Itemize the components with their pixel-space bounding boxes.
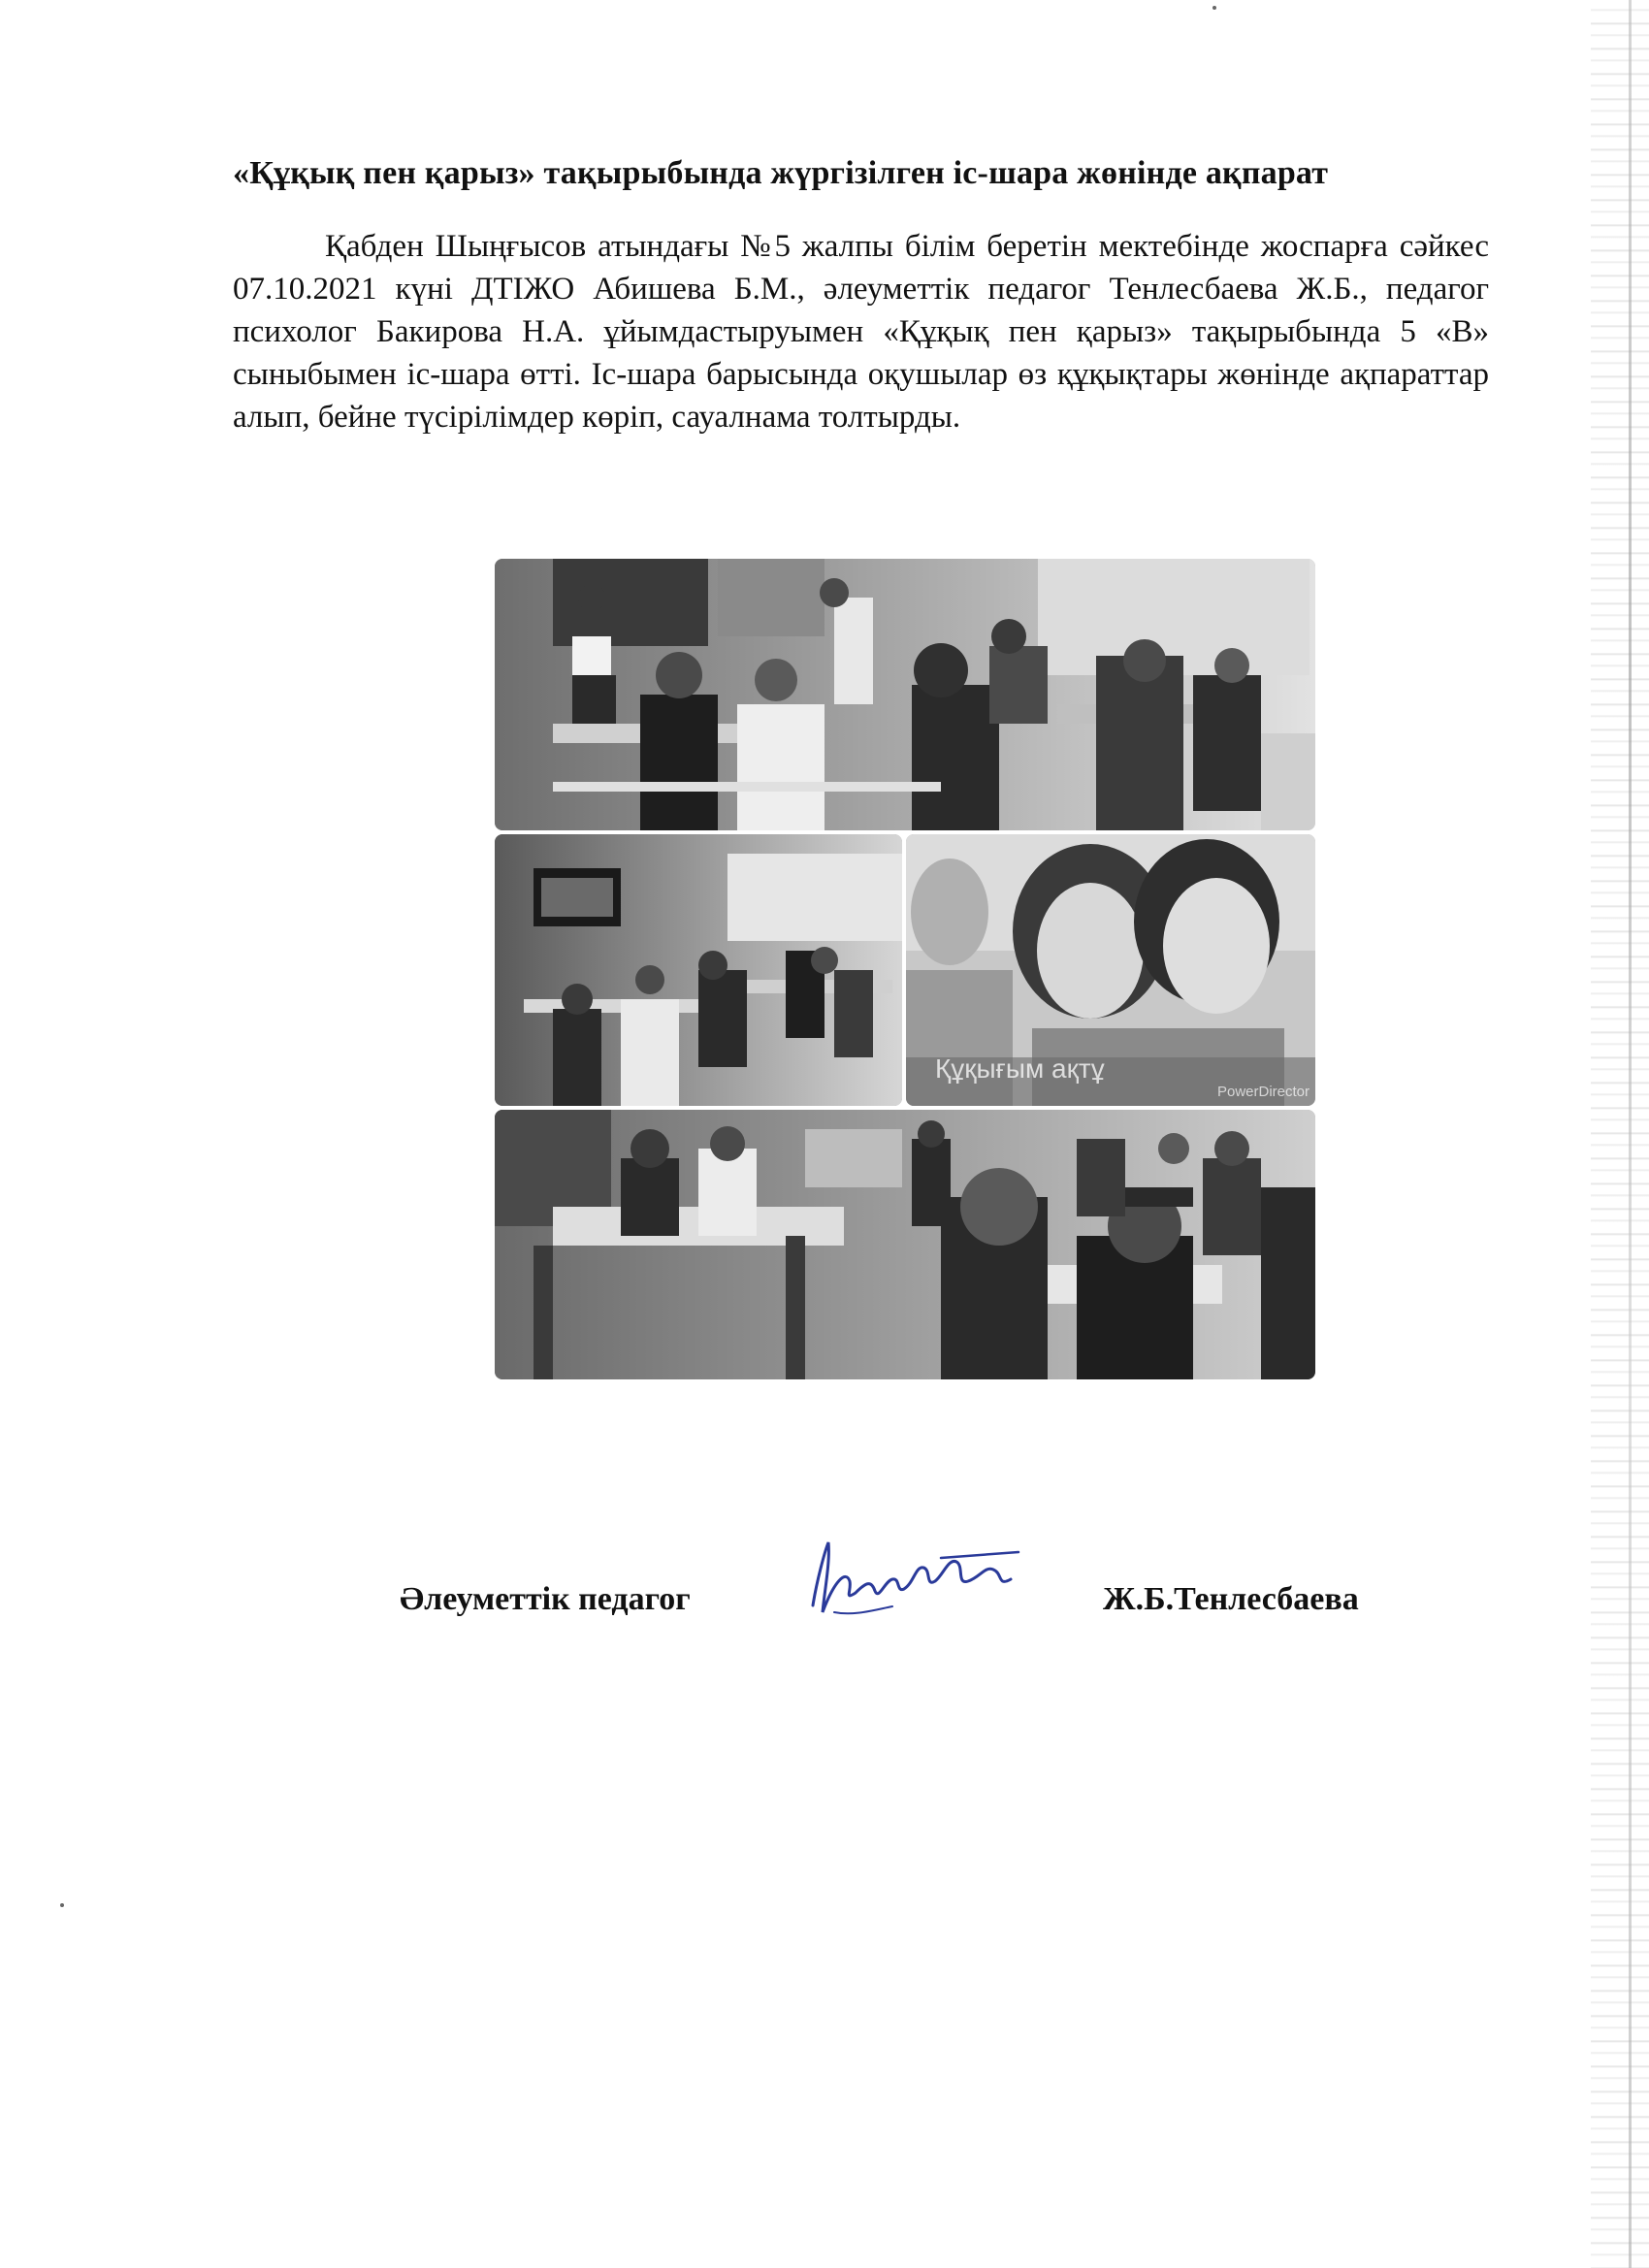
scan-edge-line xyxy=(1629,0,1632,2268)
scan-edge-noise xyxy=(1591,0,1649,2268)
photo-smiling-children xyxy=(906,834,1315,1106)
signature-name: Ж.Б.Тенлесбаева xyxy=(1103,1581,1359,1617)
handwritten-signature xyxy=(795,1523,1038,1630)
photo-students-desks xyxy=(495,1110,1315,1379)
photo-classroom-teacher xyxy=(495,559,1315,830)
photo-classroom-screen xyxy=(495,834,902,1106)
scan-speck xyxy=(1212,6,1216,10)
document-paragraph: Қабден Шыңғысов атындағы №5 жалпы білім беретін мектебінде жоспарға сәйкес 07.10.2021 күні ДТІЖО Абишева Б.М., әлеуметтік педагог Тенлесбаева Ж.Б., педагог психолог Бакирова Н.А. ұйымдастыруымен «Құқық пен қарыз» тақырыбында 5 «В» сыныбымен іс-шара өтті. Іс-шара барысында оқушылар өз құқықтары жөнінде ақпараттар алып, бейне түсірілімдер көріп, сауалнама толтырды. xyxy=(233,229,1489,435)
photo-watermark: PowerDirector xyxy=(1216,1084,1310,1100)
photo-overlay-caption: Құқығым ақтұ xyxy=(935,1053,1105,1084)
scan-speck xyxy=(60,1903,64,1907)
photo-collage xyxy=(495,559,1315,1379)
signature-role: Әлеуметтік педагог xyxy=(400,1581,691,1617)
document-title: «Құқық пен қарыз» тақырыбында жүргізілген іс-шара жөнінде ақпарат xyxy=(233,155,1329,191)
